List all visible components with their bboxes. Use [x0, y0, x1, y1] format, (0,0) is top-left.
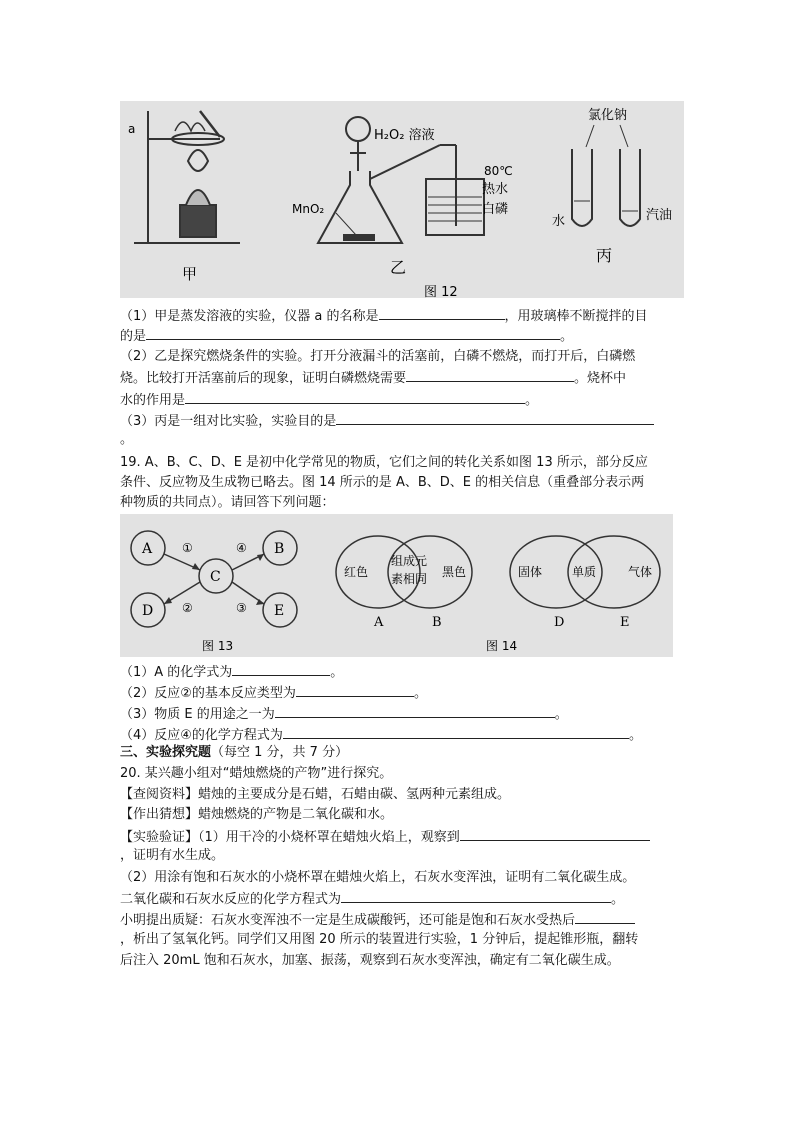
q19-line-2: 条件、反应物及生成物已略去。图 14 所示的是 A、B、D、E 的相关信息（重叠部分表示两 — [120, 475, 645, 490]
figure-12-drawing — [120, 101, 684, 298]
figure-12 — [120, 101, 684, 298]
q19-line-1: 19. A、B、C、D、E 是初中化学常见的物质，它们之间的转化关系如图 13 所示，部分反应 — [120, 455, 648, 470]
venn-same-1: 组成元 — [391, 554, 428, 568]
caption-fig14: 图 14 — [486, 639, 518, 653]
label-hot-water: 热水 — [482, 182, 509, 197]
answer-blank[interactable] — [341, 889, 611, 903]
q18-p1d: 。 — [560, 329, 574, 344]
q19-sub-3 — [120, 704, 568, 724]
label-jia: 甲 — [182, 265, 198, 283]
figure-13-14-drawing — [120, 514, 673, 657]
q20-line-2: 【查阅资料】蜡烛的主要成分是石蜡，石蜡由碳、氢两种元素组成。 — [120, 787, 511, 802]
q19-q2a: （2）反应②的基本反应类型为 — [120, 686, 296, 701]
label-bing: 丙 — [596, 246, 613, 265]
q20-line-9: ，析出了氢氧化钙。同学们又用图 20 所示的装置进行实验，1 分钟后，提起锥形瓶，翻转 — [120, 932, 639, 947]
answer-blank[interactable] — [575, 910, 635, 924]
figure-13-14 — [120, 514, 673, 657]
q18-p1a: （1）甲是蒸发溶液的实验，仪器 a 的名称是 — [120, 309, 379, 324]
venn-label-b: B — [432, 615, 442, 630]
q20-line-7 — [120, 889, 624, 909]
q18-p1c: 的是 — [120, 329, 147, 344]
label-white-p: 白磷 — [482, 202, 509, 217]
q20-l7a: 二氧化碳和石灰水反应的化学方程式为 — [120, 892, 342, 907]
q20-line-8 — [120, 910, 635, 930]
q19-q3b: 。 — [554, 707, 568, 722]
q20-line-4 — [120, 827, 650, 847]
answer-blank[interactable] — [379, 306, 505, 320]
q19-sub-1 — [120, 662, 343, 682]
q20-l7b: 。 — [611, 892, 625, 907]
q19-line-3: 种物质的共同点）。请回答下列问题： — [120, 495, 335, 510]
venn-element: 单质 — [572, 565, 597, 579]
venn-red: 红色 — [344, 565, 369, 579]
label-water: 水 — [552, 214, 566, 229]
answer-blank[interactable] — [185, 390, 525, 404]
answer-blank[interactable] — [336, 411, 654, 425]
q18-p2d: 水的作用是 — [120, 393, 186, 408]
q19-sub-4 — [120, 725, 642, 745]
answer-blank[interactable] — [460, 827, 650, 841]
q19-q3a: （3）物质 E 的用途之一为 — [120, 707, 275, 722]
label-a: a — [128, 122, 136, 136]
q18-line-2 — [120, 326, 573, 346]
q20-l8a: 小明提出质疑：石灰水变浑浊不一定是生成碳酸钙，还可能是饱和石灰水受热后 — [120, 913, 576, 928]
section-3-note: （每空 1 分，共 7 分） — [211, 745, 349, 760]
label-temp: 80℃ — [484, 164, 513, 178]
node-c-label: C — [210, 569, 221, 585]
caption-fig12: 图 12 — [424, 285, 458, 298]
q19-q1b: 。 — [330, 665, 344, 680]
answer-blank[interactable] — [283, 725, 629, 739]
venn-black: 黑色 — [442, 565, 467, 579]
answer-blank[interactable] — [275, 704, 555, 718]
q20-line-3: 【作出猜想】蜡烛燃烧的产物是二氧化碳和水。 — [120, 807, 394, 822]
section-3-heading — [120, 744, 348, 762]
caption-fig13: 图 13 — [202, 639, 234, 653]
q18-p2b: 烧。比较打开活塞前后的现象，证明白磷燃烧需要 — [120, 371, 407, 386]
q18-line-1 — [120, 306, 648, 326]
q18-p2a: （2）乙是探究燃烧条件的实验。打开分液漏斗的活塞前，白磷不燃烧，而打开后，白磷燃 — [120, 349, 636, 364]
node-b-label: B — [274, 541, 285, 557]
q19-q2b: 。 — [413, 686, 427, 701]
q20-line-1: 20. 某兴趣小组对“蜡烛燃烧的产物”进行探究。 — [120, 766, 393, 781]
q18-p2e: 。 — [525, 393, 539, 408]
q18-p3a: （3）丙是一组对比实验，实验目的是 — [120, 414, 337, 429]
label-mno2: MnO₂ — [292, 202, 325, 216]
reaction-4: ④ — [236, 541, 247, 555]
q18-line-5 — [120, 390, 538, 410]
q18-p3b: 。 — [120, 432, 134, 447]
label-gasoline: 汽油 — [646, 208, 673, 223]
venn-same-2: 素相同 — [391, 572, 428, 586]
q19-q1a: （1）A 的化学式为 — [120, 665, 233, 680]
q20-line-10: 后注入 20mL 饱和石灰水，加塞、振荡，观察到石灰水变浑浊，确定有二氧化碳生成。 — [120, 953, 620, 968]
q18-line-3 — [120, 348, 635, 366]
test-tubes — [572, 125, 640, 226]
reaction-2: ② — [182, 601, 193, 615]
answer-blank[interactable] — [146, 326, 560, 340]
q18-line-7 — [120, 431, 133, 449]
q19-sub-2 — [120, 683, 427, 703]
q18-line-6 — [120, 411, 654, 431]
venn-gas: 气体 — [628, 565, 653, 579]
answer-blank[interactable] — [406, 368, 574, 382]
q18-p1b: ，用玻璃棒不断搅拌的目 — [504, 309, 648, 324]
answer-blank[interactable] — [296, 683, 414, 697]
q20-l4a: 【实验验证】（1）用干冷的小烧杯罩在蜡烛火焰上，观察到 — [120, 830, 460, 845]
venn-label-a: A — [374, 615, 384, 630]
node-d-label: D — [142, 603, 154, 619]
venn-label-d: D — [554, 615, 565, 630]
label-yi: 乙 — [390, 258, 407, 277]
q19-q4a: （4）反应④的化学方程式为 — [120, 728, 283, 743]
q18-line-4 — [120, 368, 626, 388]
reaction-3: ③ — [236, 601, 247, 615]
label-nacl: 氯化钠 — [588, 108, 628, 123]
label-h2o2: H₂O₂ 溶液 — [374, 128, 435, 143]
reaction-1: ① — [182, 541, 193, 555]
node-e-label: E — [274, 603, 285, 619]
venn-label-e: E — [620, 615, 630, 630]
q20-line-6: （2）用涂有饱和石灰水的小烧杯罩在蜡烛火焰上，石灰水变浑浊，证明有二氧化碳生成。 — [120, 870, 636, 885]
answer-blank[interactable] — [232, 662, 330, 676]
venn-solid: 固体 — [518, 565, 543, 579]
q20-line-5: ，证明有水生成。 — [120, 848, 225, 863]
q19-q4b: 。 — [628, 728, 642, 743]
node-a-label: A — [142, 541, 153, 557]
q18-p2c: 。烧杯中 — [574, 371, 627, 386]
section-3-title: 三、实验探究题 — [120, 745, 212, 760]
evaporation-apparatus — [134, 111, 240, 243]
